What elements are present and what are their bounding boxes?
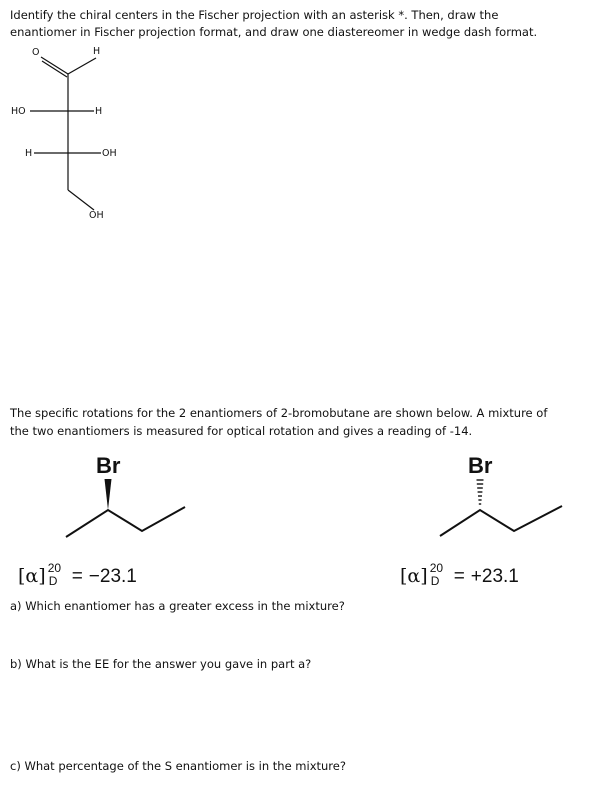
carbonyl-double-bond-b (42, 61, 67, 77)
molecule-right (440, 480, 562, 536)
molecule-left-wedge (105, 479, 112, 510)
row2-left-label: H (25, 148, 33, 159)
rotation-d-line: D (48, 574, 58, 588)
aldehyde-h-label: H (93, 46, 101, 57)
question2-line1: The specific rotations for the 2 enantiomers of 2-bromobutane are shown below. A mixture of (10, 406, 548, 420)
rotation-d-line: D (430, 574, 440, 588)
rotation-close-bracket: ] (38, 565, 46, 587)
molecule-right-dash (477, 480, 484, 504)
right-specific-rotation (400, 561, 519, 588)
rotation-equals: = (453, 566, 465, 587)
question-a: a) Which enantiomer has a greater excess in the mixture? (10, 599, 345, 613)
molecule-left-skeleton (66, 507, 185, 537)
question-b: b) What is the EE for the answer you gave in part a? (10, 657, 312, 671)
aldehyde-h-bond (68, 58, 96, 74)
rotation-close-bracket: ] (420, 565, 428, 587)
rotation-alpha: α (407, 565, 421, 587)
row1-left-label: HO (11, 106, 26, 117)
carbonyl-double-bond-a (41, 57, 68, 74)
fischer-projection (30, 57, 101, 210)
question-c: c) What percentage of the S enantiomer is in the mixture? (10, 759, 346, 773)
question2-line2: the two enantiomers is measured for optical rotation and gives a reading of -14. (10, 424, 473, 438)
rotation-open-bracket: [ (18, 565, 26, 587)
rotation-alpha: α (25, 565, 39, 587)
question1-line1: Identify the chiral centers in the Fischer projection with an asterisk *. Then, draw the (10, 8, 499, 22)
terminal-bond (68, 190, 94, 210)
left-rotation-value: −23.1 (88, 566, 137, 587)
rotation-temperature: 20 (429, 561, 444, 575)
terminal-oh-label: OH (89, 210, 104, 221)
carbonyl-oxygen-label: O (32, 47, 40, 58)
molecule-left (66, 479, 185, 537)
right-rotation-value: +23.1 (470, 566, 519, 587)
rotation-temperature: 20 (47, 561, 62, 575)
row1-right-label: H (95, 106, 103, 117)
question1-line2: enantiomer in Fischer projection format, and draw one diastereomer in wedge dash format. (10, 25, 538, 39)
right-bromine-label: Br (468, 453, 493, 478)
rotation-open-bracket: [ (400, 565, 408, 587)
molecule-right-skeleton (440, 506, 562, 536)
left-bromine-label: Br (96, 453, 121, 478)
rotation-equals: = (71, 566, 83, 587)
row2-right-label: OH (102, 148, 117, 159)
left-specific-rotation (18, 561, 137, 588)
